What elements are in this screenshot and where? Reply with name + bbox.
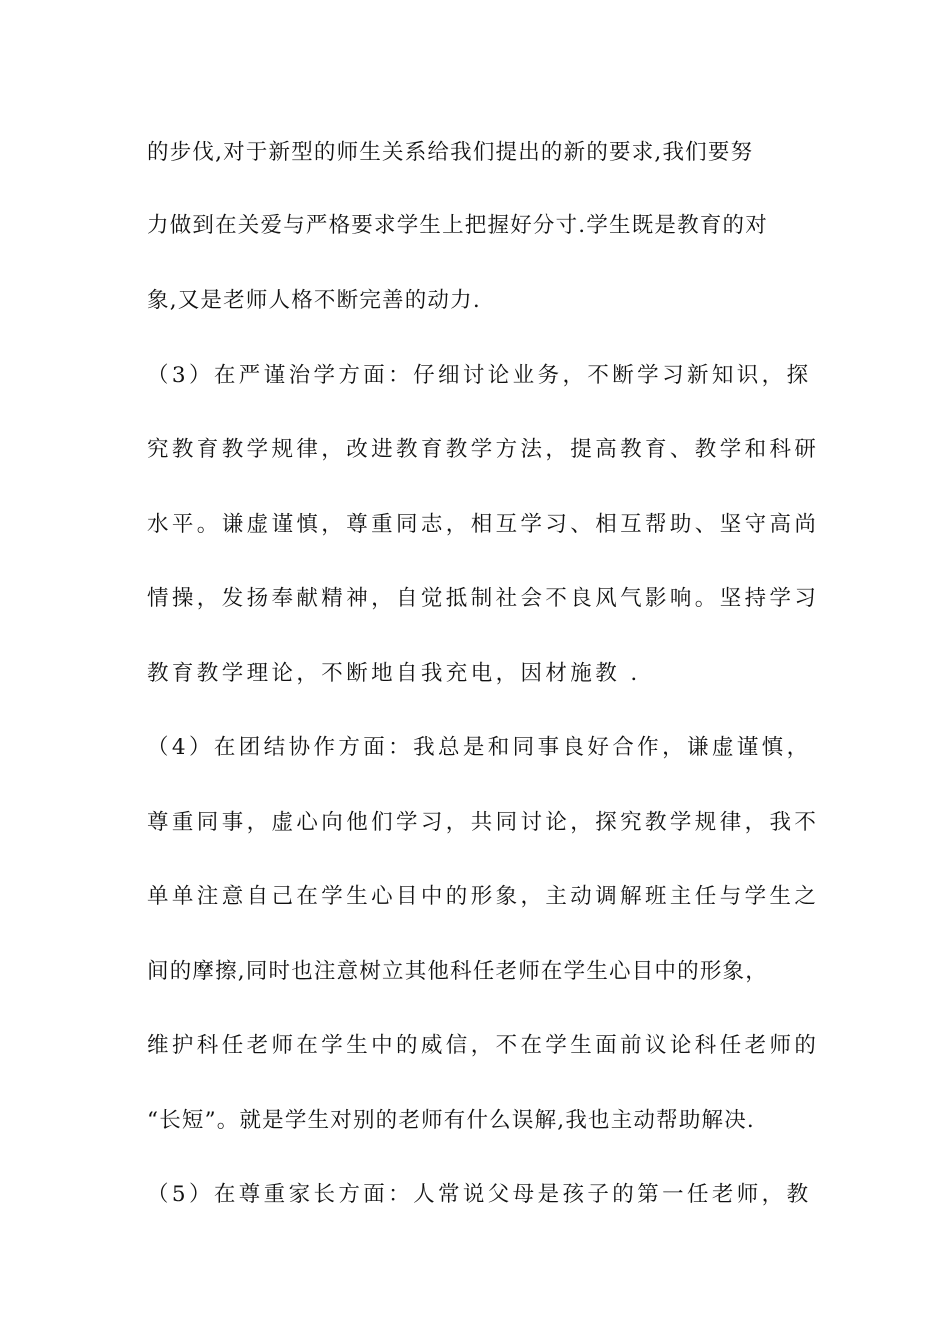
text-line: 水平。谦虚谨慎，尊重同志，相互学习、相互帮助、坚守高尚	[147, 512, 820, 537]
text-line: （4）在团结协作方面：我总是和同事良好合作，谦虚谨慎，	[147, 735, 812, 760]
text-line: 象,又是老师人格不断完善的动力.	[147, 288, 481, 313]
text-line: 维护科任老师在学生中的威信，不在学生面前议论科任老师的	[147, 1033, 820, 1058]
text-line: “长短”。就是学生对别的老师有什么误解,我也主动帮助解决.	[147, 1108, 755, 1133]
text-line: 力做到在关爱与严格要求学生上把握好分寸.学生既是教育的对	[147, 213, 768, 238]
text-line: 间的摩擦,同时也注意树立其他科任老师在学生心目中的形象，	[147, 959, 768, 984]
text-line: 教育教学理论，不断地自我充电，因材施教 .	[147, 661, 641, 686]
text-line: 尊重同事，虚心向他们学习，共同讨论，探究教学规律，我不	[147, 810, 820, 835]
text-line: （5）在尊重家长方面：人常说父母是孩子的第一任老师，教	[147, 1182, 812, 1207]
text-line: 的步伐,对于新型的师生关系给我们提出的新的要求,我们要努	[147, 140, 754, 165]
text-line: 究教育教学规律，改进教育教学方法，提高教育、教学和科研	[147, 437, 820, 462]
text-line: 情操，发扬奉献精神，自觉抵制社会不良风气影响。坚持学习	[147, 586, 820, 611]
text-line: 单单注意自己在学生心目中的形象，主动调解班主任与学生之	[147, 884, 820, 909]
text-line: （3）在严谨治学方面：仔细讨论业务，不断学习新知识，探	[147, 363, 812, 388]
